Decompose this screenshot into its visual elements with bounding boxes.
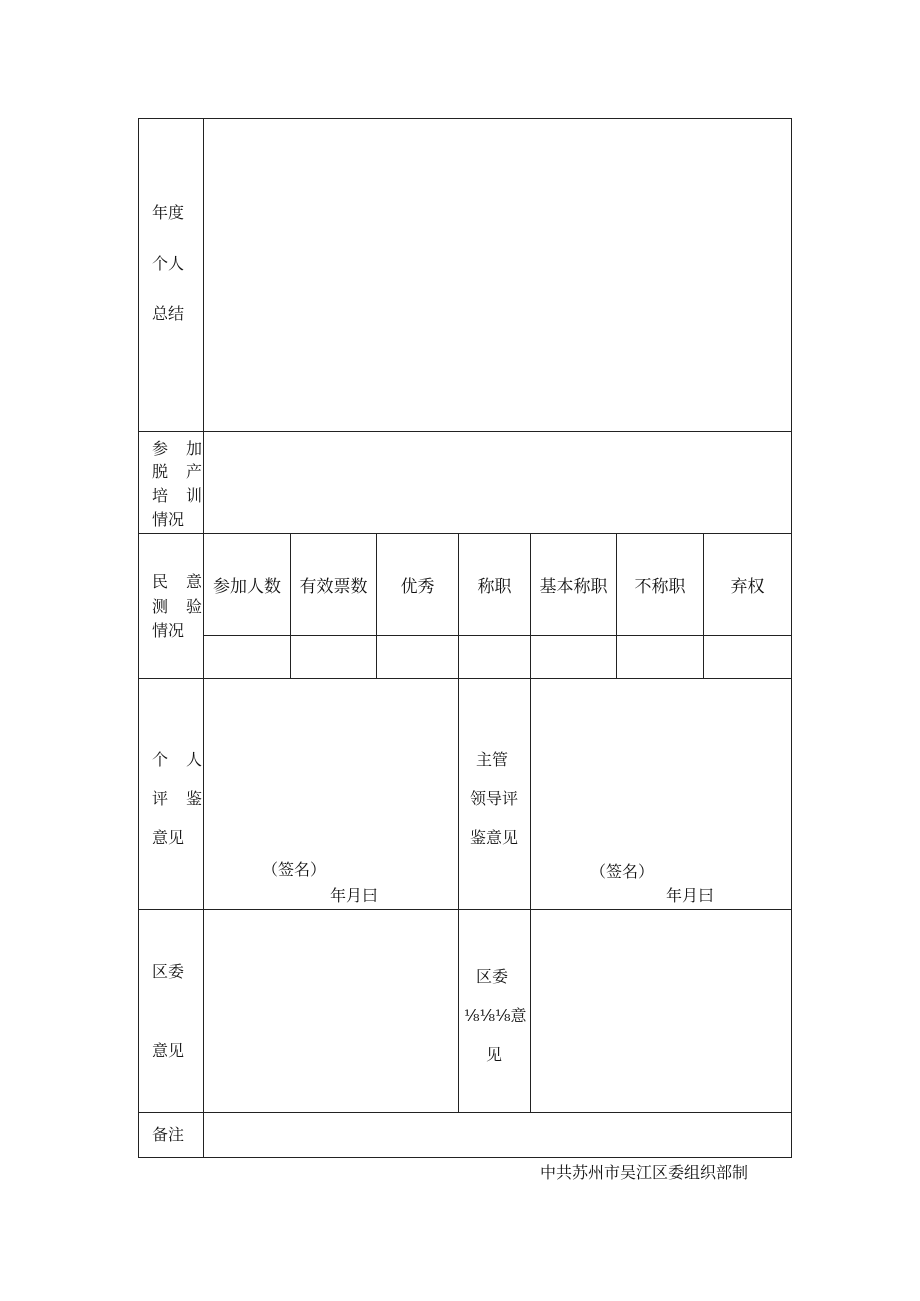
- appraisal-label-line-1: [152, 750, 202, 770]
- committee-second-label-line-3: 见: [486, 1045, 503, 1064]
- appraisal-label-line-2: [152, 789, 202, 809]
- vote-value-abstain[interactable]: [703, 635, 792, 679]
- leader-signature: （签名）: [590, 862, 655, 881]
- training-label-line-2: [152, 462, 202, 482]
- summary-label-line-3: 总结: [152, 304, 185, 323]
- vote-label-line-2: [152, 597, 202, 617]
- training-label-line-1: [152, 439, 202, 459]
- issuer-footer: 中共苏州市吴江区委组织部制: [540, 1163, 749, 1182]
- summary-content-cell[interactable]: [203, 118, 792, 432]
- vote-header-excellent: 优秀: [376, 533, 459, 636]
- training-label-line-3: [152, 486, 202, 506]
- vote-value-basically-competent[interactable]: [530, 635, 617, 679]
- training-label-line-4: 情况: [152, 510, 185, 529]
- training-char: 脱: [152, 462, 169, 481]
- leader-content-cell[interactable]: [530, 678, 792, 910]
- vote-char: 测: [152, 597, 169, 616]
- vote-header-incompetent: 不称职: [616, 533, 704, 636]
- vote-char: 验: [185, 597, 202, 616]
- vote-value-excellent[interactable]: [376, 635, 459, 679]
- committee-second-label-line-2: ⅛⅛⅛意: [464, 1006, 527, 1025]
- training-char: 训: [185, 486, 202, 505]
- leader-label-line-1: 主管: [476, 750, 509, 769]
- leader-label-line-2: 领导评: [470, 789, 519, 808]
- remarks-label: 备注: [152, 1125, 185, 1144]
- training-content-cell[interactable]: [203, 431, 792, 534]
- vote-value-incompetent[interactable]: [616, 635, 704, 679]
- vote-header-competent: 称职: [458, 533, 531, 636]
- vote-value-competent[interactable]: [458, 635, 531, 679]
- remarks-content-cell[interactable]: [203, 1112, 792, 1158]
- vote-header-participants: 参加人数: [203, 533, 291, 636]
- appraisal-char: 个: [152, 750, 169, 769]
- leader-label-line-3: 鉴意见: [470, 828, 519, 847]
- training-char: 参: [152, 439, 169, 458]
- committee-content-cell[interactable]: [203, 909, 459, 1113]
- summary-label-cell: [138, 118, 204, 432]
- vote-label-line-1: [152, 572, 202, 592]
- appraisal-content-cell[interactable]: [203, 678, 459, 910]
- vote-char: 民: [152, 572, 169, 591]
- appraisal-label-line-3: 意见: [152, 828, 185, 847]
- leader-date: 年月曰: [666, 886, 715, 905]
- vote-header-basically-competent: 基本称职: [530, 533, 617, 636]
- vote-header-valid-votes: 有效票数: [290, 533, 377, 636]
- summary-label-line-1: 年度: [152, 203, 185, 222]
- committee-second-label-line-1: 区委: [476, 967, 509, 986]
- committee-second-content-cell[interactable]: [530, 909, 792, 1113]
- appraisal-char: 评: [152, 789, 169, 808]
- vote-label-line-3: 情况: [152, 621, 185, 640]
- committee-label-line-2: 意见: [152, 1041, 185, 1060]
- appraisal-signature: （签名）: [262, 860, 327, 879]
- vote-value-valid-votes[interactable]: [290, 635, 377, 679]
- vote-char: 意: [185, 572, 202, 591]
- vote-value-participants[interactable]: [203, 635, 291, 679]
- appraisal-char: 鉴: [185, 789, 202, 808]
- training-char: 加: [185, 439, 202, 458]
- vote-header-abstain: 弃权: [703, 533, 792, 636]
- committee-label-line-1: 区委: [152, 962, 185, 981]
- training-char: 产: [185, 462, 202, 481]
- training-char: 培: [152, 486, 169, 505]
- summary-label-line-2: 个人: [152, 254, 185, 273]
- committee-label-cell: [138, 909, 204, 1113]
- appraisal-char: 人: [185, 750, 202, 769]
- appraisal-date: 年月曰: [330, 886, 379, 905]
